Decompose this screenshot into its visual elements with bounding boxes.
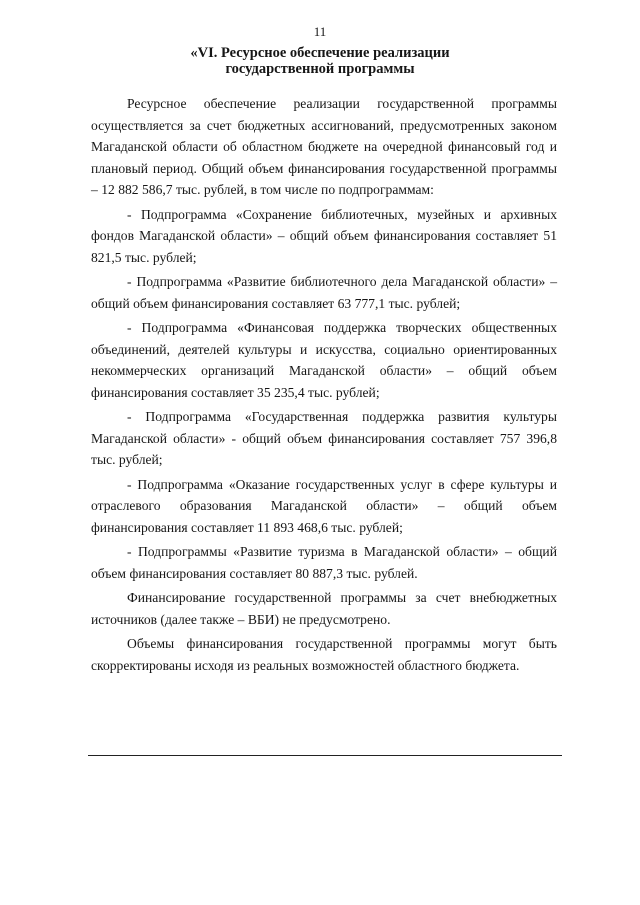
subprogram-item: - Подпрограмма «Оказание государственных услуг в сфере культуры и отраслевого образования Магаданской области» – общий объем финансирования составляет 11 893 468,6 тыс. рублей; xyxy=(91,476,557,535)
subprogram-item: - Подпрограмма «Развитие библиотечного дела Магаданской области» – общий объем финансирования составляет 63 777,1 тыс. рублей; xyxy=(91,274,557,311)
section-title-line-1: «VI. Ресурсное обеспечение реализации xyxy=(190,45,450,61)
section-title-line-2: государственной программы xyxy=(225,61,415,77)
adjustment-paragraph: Объемы финансирования государственной программы могут быть скорректированы исходя из реальных возможностей областного бюджета. xyxy=(91,636,557,673)
section-title xyxy=(150,45,490,77)
page-number: 11 xyxy=(313,24,327,39)
subprogram-item: - Подпрограммы «Развитие туризма в Магаданской области» – общий объем финансирования составляет 80 887,3 тыс. рублей. xyxy=(91,544,557,581)
subprogram-item: - Подпрограмма «Финансовая поддержка творческих общественных объединений, деятелей культуры и искусства, социально ориентированных некоммерческих организаций Магаданской области» – общий объем финансирования составляет 35 235,4 тыс. рублей; xyxy=(91,320,557,400)
extrabudgetary-paragraph: Финансирование государственной программы за счет внебюджетных источников (далее также – ВБИ) не предусмотрено. xyxy=(91,590,557,627)
subprogram-item: - Подпрограмма «Сохранение библиотечных, музейных и архивных фондов Магаданской области» – общий объем финансирования составляет 51 821,5 тыс. рублей; xyxy=(91,206,557,265)
subprogram-item: - Подпрограмма «Государственная поддержка развития культуры Магаданской области» - общий объем финансирования составляет 757 396,8 тыс. рублей; xyxy=(91,409,557,467)
document-body xyxy=(91,93,557,676)
footnote-divider xyxy=(88,755,562,756)
intro-paragraph: Ресурсное обеспечение реализации государственной программы осуществляется за счет бюджетных ассигнований, предусмотренных законом Магаданской области об областном бюджете на очередной финансовый год и плановый период. Общий объем финансирования государственной программы – 12 882 586,7 тыс. рублей, в том числе по подпрограммам: xyxy=(91,96,557,197)
